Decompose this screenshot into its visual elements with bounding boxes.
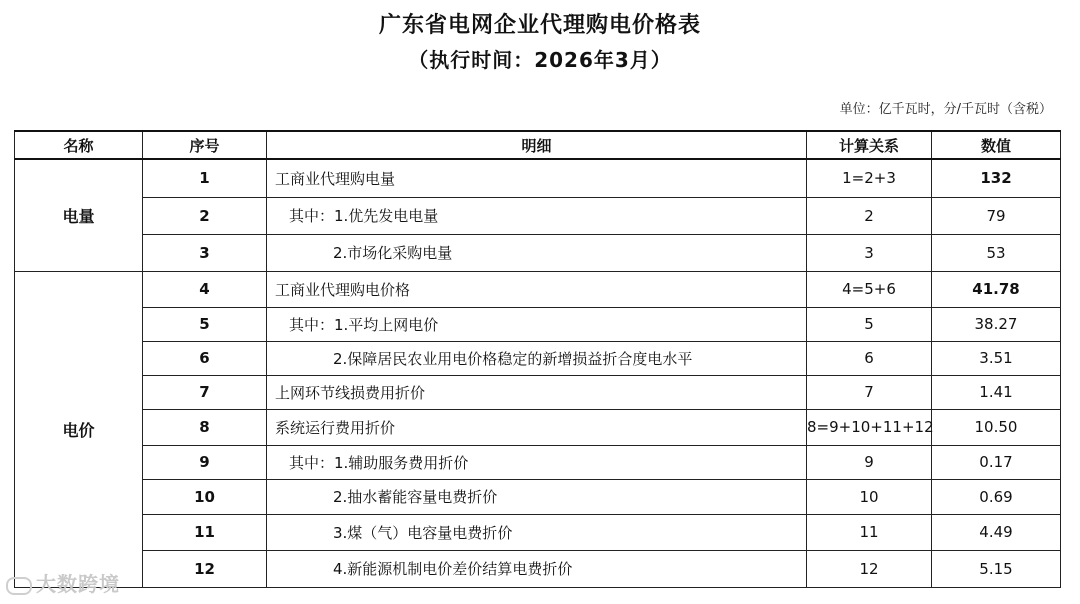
row-calc: 5 (807, 307, 932, 341)
table-header-row (15, 131, 1061, 159)
row-calc: 2 (807, 197, 932, 234)
table-row (15, 271, 1061, 307)
row-detail: 2.抽水蓄能容量电费折价 (267, 479, 807, 514)
row-calc: 9 (807, 445, 932, 479)
watermark (6, 568, 120, 597)
table-row (15, 479, 1061, 514)
row-detail: 4.新能源机制电价差价结算电费折价 (267, 550, 807, 587)
row-detail: 2.保障居民农业用电价格稳定的新增损益折合度电水平 (267, 341, 807, 375)
row-detail: 其中：1.辅助服务费用折价 (267, 445, 807, 479)
table-row (15, 445, 1061, 479)
table-row (15, 409, 1061, 445)
row-value: 0.17 (932, 445, 1061, 479)
row-detail: 2.市场化采购电量 (267, 234, 807, 271)
table-row (15, 307, 1061, 341)
row-seq: 1 (143, 159, 267, 197)
row-seq: 5 (143, 307, 267, 341)
table-row (15, 341, 1061, 375)
watermark-logo-icon (6, 577, 32, 595)
row-calc: 4=5+6 (807, 271, 932, 307)
row-seq: 8 (143, 409, 267, 445)
row-value: 0.69 (932, 479, 1061, 514)
row-value: 5.15 (932, 550, 1061, 587)
header-value: 数值 (932, 131, 1061, 159)
row-detail: 工商业代理购电价格 (267, 271, 807, 307)
row-calc: 6 (807, 341, 932, 375)
page-title: 广东省电网企业代理购电价格表 (378, 13, 701, 38)
row-detail: 系统运行费用折价 (267, 409, 807, 445)
row-seq: 10 (143, 479, 267, 514)
row-value: 4.49 (932, 514, 1061, 550)
row-seq: 6 (143, 341, 267, 375)
watermark-text: 大数跨境 (36, 572, 120, 596)
row-calc: 3 (807, 234, 932, 271)
row-detail: 工商业代理购电量 (267, 159, 807, 197)
row-detail: 3.煤（气）电容量电费折价 (267, 514, 807, 550)
unit-note: 单位：亿千瓦时，分/千瓦时（含税） (839, 102, 1052, 117)
row-seq: 3 (143, 234, 267, 271)
table-row (15, 375, 1061, 409)
row-value: 10.50 (932, 409, 1061, 445)
header-seq: 序号 (143, 131, 267, 159)
row-calc: 8=9+10+11+12 (807, 409, 932, 445)
table-row (15, 234, 1061, 271)
row-value: 38.27 (932, 307, 1061, 341)
table-row (15, 514, 1061, 550)
row-detail: 其中：1.平均上网电价 (267, 307, 807, 341)
row-detail: 上网环节线损费用折价 (267, 375, 807, 409)
row-calc: 7 (807, 375, 932, 409)
row-calc: 12 (807, 550, 932, 587)
row-calc: 11 (807, 514, 932, 550)
row-calc: 10 (807, 479, 932, 514)
table-row (15, 197, 1061, 234)
row-seq: 7 (143, 375, 267, 409)
row-detail: 其中：1.优先发电电量 (267, 197, 807, 234)
row-value: 1.41 (932, 375, 1061, 409)
page-subtitle: （执行时间：2026年3月） (408, 48, 672, 72)
row-value: 132 (932, 159, 1061, 197)
category-quantity: 电量 (15, 159, 143, 271)
row-seq: 11 (143, 514, 267, 550)
table-row (15, 159, 1061, 197)
header-calc: 计算关系 (807, 131, 932, 159)
table-row (15, 550, 1061, 587)
row-value: 79 (932, 197, 1061, 234)
row-value: 53 (932, 234, 1061, 271)
header-detail: 明细 (267, 131, 807, 159)
category-price: 电价 (15, 271, 143, 587)
row-seq: 12 (143, 550, 267, 587)
row-value: 3.51 (932, 341, 1061, 375)
row-seq: 4 (143, 271, 267, 307)
row-seq: 9 (143, 445, 267, 479)
row-seq: 2 (143, 197, 267, 234)
price-table (14, 130, 1061, 588)
row-calc: 1=2+3 (807, 159, 932, 197)
header-name: 名称 (15, 131, 143, 159)
row-value: 41.78 (932, 271, 1061, 307)
